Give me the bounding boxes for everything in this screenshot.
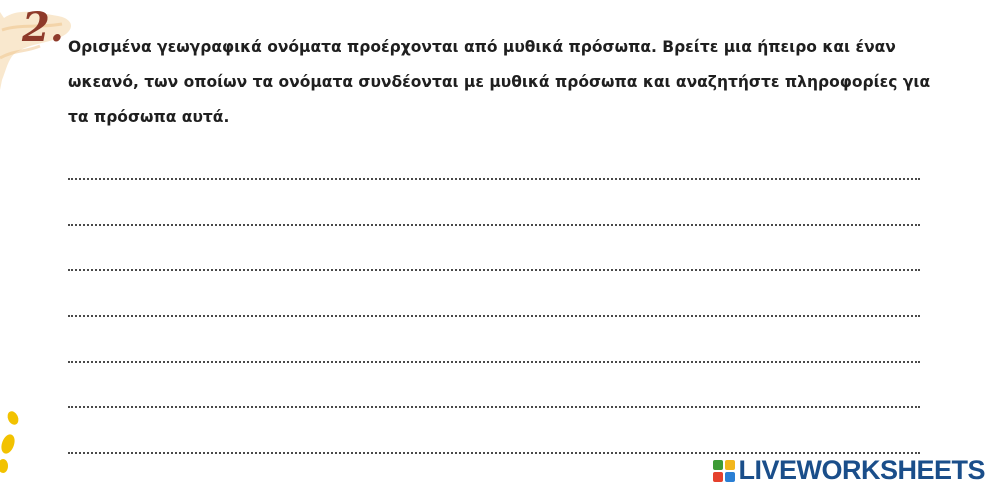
decorative-yellow-mark <box>0 404 22 476</box>
answer-area[interactable] <box>68 178 920 498</box>
answer-line[interactable] <box>68 178 920 224</box>
answer-line[interactable] <box>68 406 920 452</box>
liveworksheets-logo[interactable] <box>709 455 987 486</box>
answer-line[interactable] <box>68 224 920 270</box>
question-text: Ορισμένα γεωγραφικά ονόματα προέρχονται από μυθικά πρόσωπα. Βρείτε μια ήπειρο και έναν ωκεανό, των οποίων τα ονόματα συνδέονται με μυθικά πρόσωπα και αναζητήστε πληροφορίες για τα πρόσωπα αυτά. <box>68 38 931 126</box>
answer-line[interactable] <box>68 361 920 407</box>
answer-line[interactable] <box>68 269 920 315</box>
question-number: 2. <box>22 4 64 51</box>
liveworksheets-logo-text: LIVEWORKSHEETS <box>738 455 985 485</box>
liveworksheets-badge-icon <box>713 460 735 482</box>
answer-line[interactable] <box>68 315 920 361</box>
